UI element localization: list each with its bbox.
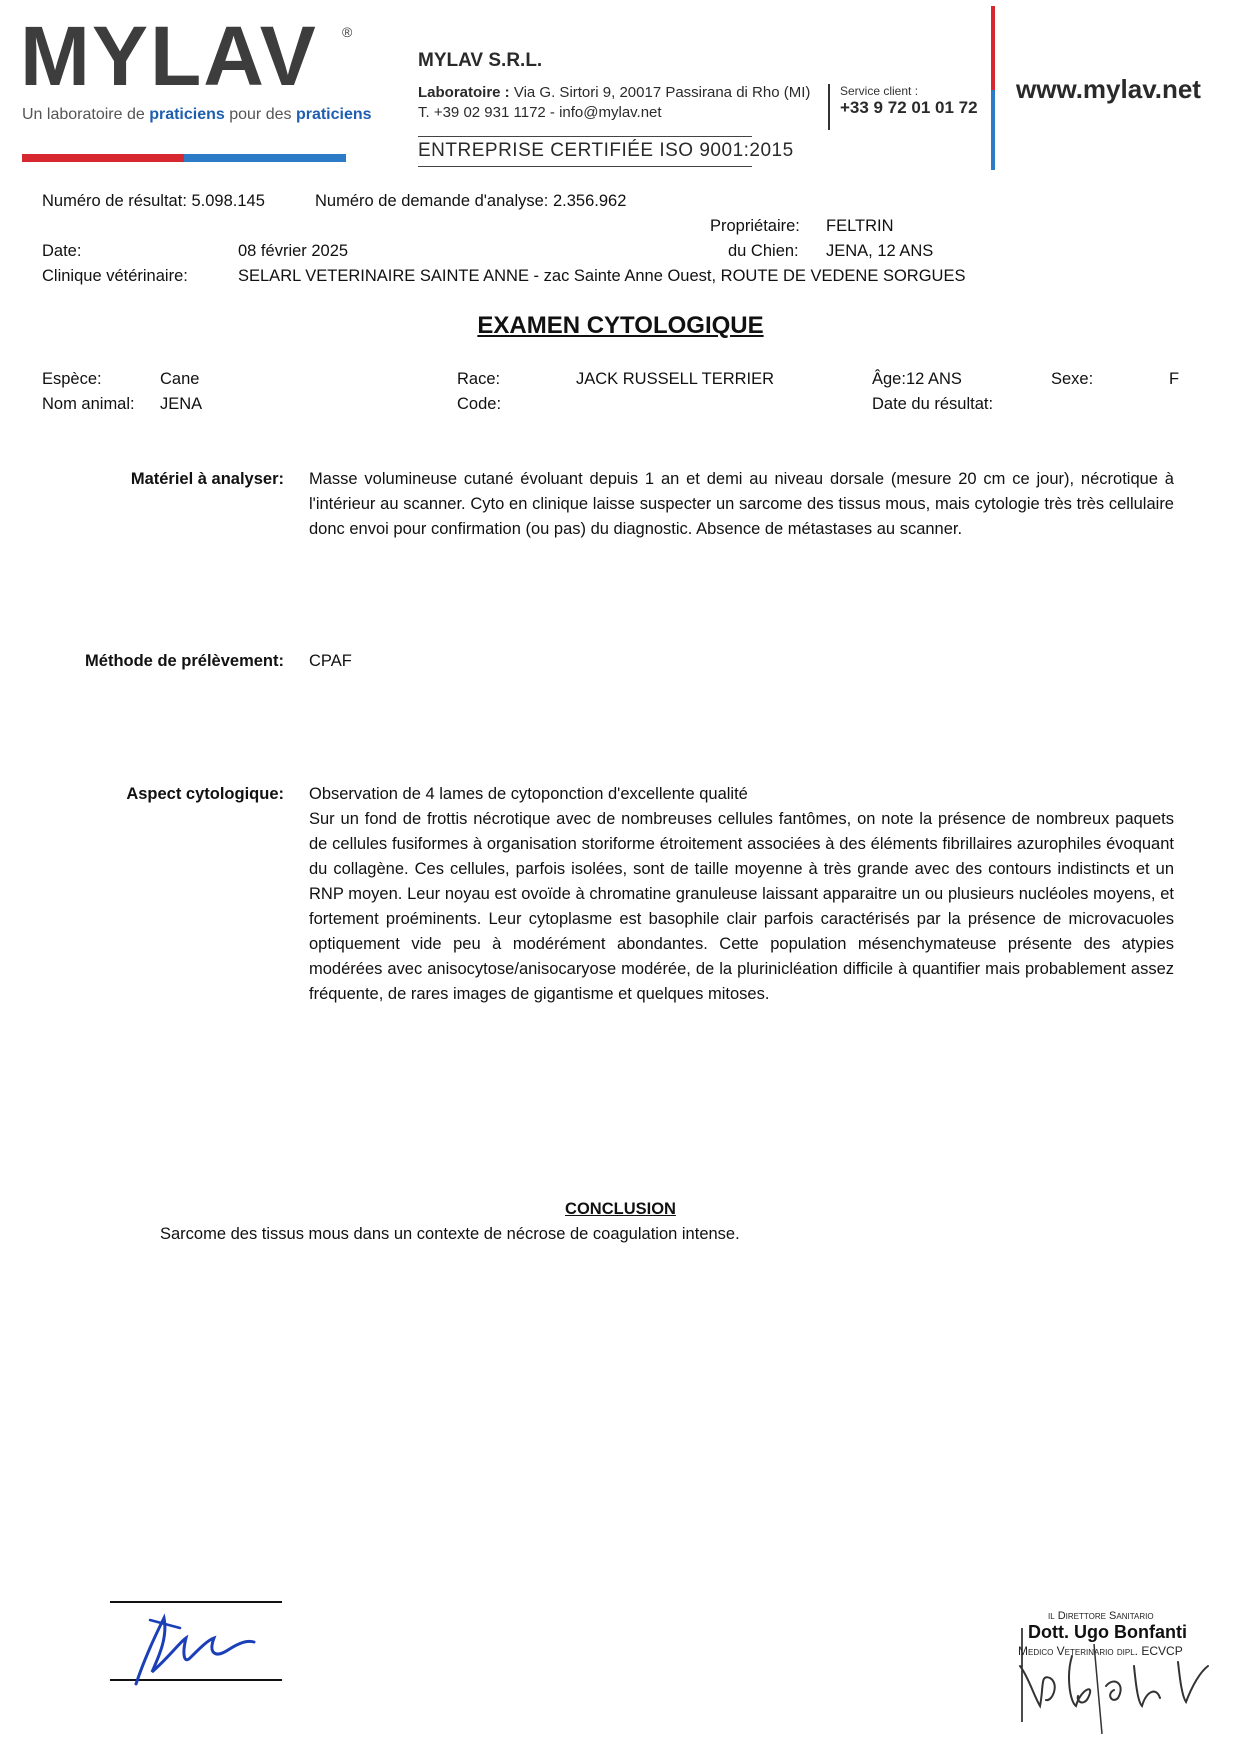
cert-rule-top	[418, 136, 752, 137]
breed-label: Race:	[457, 370, 501, 388]
species-value: Cane	[160, 370, 200, 388]
result-date-label: Date du résultat:	[872, 395, 994, 413]
request-number: Numéro de demande d'analyse: 2.356.962	[315, 192, 627, 210]
logo-tagline: Un laboratoire de praticiens pour des praticiens	[22, 106, 372, 123]
owner-value: FELTRIN	[826, 217, 894, 235]
director-label: il Direttore Sanitario	[1048, 1610, 1154, 1622]
director-name: Dott. Ugo Bonfanti	[1028, 1622, 1187, 1642]
cert-rule-bottom	[418, 166, 752, 167]
animal-name-label: Nom animal:	[42, 395, 135, 413]
conclusion-text: Sarcome des tissus mous dans un contexte de nécrose de coagulation intense.	[160, 1225, 740, 1243]
aspect-label: Aspect cytologique:	[126, 785, 284, 803]
clinic-value: SELARL VETERINAIRE SAINTE ANNE - zac Sainte Anne Ouest, ROUTE DE VEDENE SORGUES	[238, 267, 966, 285]
lab-contact: T. +39 02 931 1172 - info@mylav.net	[418, 104, 662, 121]
method-label: Méthode de prélèvement:	[85, 652, 284, 670]
certification: ENTREPRISE CERTIFIÉE ISO 9001:2015	[418, 140, 794, 161]
animal-name-value: JENA	[160, 395, 203, 413]
aspect-block	[309, 782, 1174, 1007]
dog-label: du Chien:	[728, 242, 799, 260]
material-text: Masse volumineuse cutané évoluant depuis 1 an et demi au niveau dorsale (mesure 20 cm ce jour), nécrotique à l'intérieur au scanner. Cyto en clinique laisse suspecter un sarcome des tissus mous, mais cytologie très très cellulaire donc envoi pour confirmation (ou pas) du diagnostic. Absence de métastases au scanner.	[309, 470, 1174, 538]
aspect-text: Sur un fond de frottis nécrotique avec de nombreuses cellules fantômes, on note la présence de nombreux paquets de cellules fusiformes à organisation storiforme étroitement associées à des éléments fibrillaires azurophiles évoquant du collagène. Ces cellules, parfois isolées, sont de taille moyenne à très grande avec des contours indistincts et un RNP moyen. Leur noyau est ovoïde à chromatine granuleuse laissant apparaitre un ou plusieurs nucléoles moyens, et fortement proéminents. Leur cytoplasme est basophile clair parfois caractérisés par la présence de microvacuoles optiquement vide peu à modérément abondantes. Cette population mésenchymateuse présente des atypies modérées avec anisocytose/anisocaryose modérée, de la plurinicléation difficile à quantifier mais probablement assez fréquente, de rares images de gigantisme et quelques mitoses.	[309, 810, 1174, 1003]
clinic-label: Clinique vétérinaire:	[42, 267, 188, 285]
director-title: Medico Veterinario dipl. ECVCP	[1018, 1644, 1183, 1658]
lab-address: Laboratoire : Via G. Sirtori 9, 20017 Passirana di Rho (MI)	[418, 84, 811, 101]
breed-value: JACK RUSSELL TERRIER	[576, 370, 775, 388]
dog-value: JENA, 12 ANS	[826, 242, 934, 260]
date-value: 08 février 2025	[238, 242, 349, 260]
header-divider	[828, 84, 830, 130]
result-number: Numéro de résultat: 5.098.145	[42, 192, 265, 210]
document-title: EXAMEN CYTOLOGIQUE	[477, 312, 764, 339]
conclusion-title: CONCLUSION	[565, 1200, 676, 1218]
sex-value: F	[1169, 370, 1180, 388]
species-label: Espèce:	[42, 370, 102, 388]
material-label: Matériel à analyser:	[130, 470, 284, 488]
owner-label: Propriétaire:	[710, 217, 800, 235]
method-text: CPAF	[309, 652, 352, 670]
registered-mark: ®	[342, 24, 353, 40]
date-label: Date:	[42, 242, 82, 260]
website[interactable]: www.mylav.net	[1016, 74, 1201, 104]
sex-label: Sexe:	[1051, 370, 1094, 388]
logo-color-bar	[22, 154, 346, 162]
left-signature	[110, 1598, 282, 1688]
vertical-bar-red	[991, 6, 995, 90]
service-label: Service client :	[840, 84, 919, 98]
mylav-logo: MYLAV	[20, 9, 318, 103]
aspect-line1: Observation de 4 lames de cytoponction d'excellente qualité	[309, 785, 748, 803]
company-name: MYLAV S.R.L.	[418, 50, 543, 71]
code-label: Code:	[457, 395, 502, 413]
age: Âge:12 ANS	[872, 370, 962, 388]
service-phone: +33 9 72 01 01 72	[840, 98, 978, 117]
vertical-bar-blue	[991, 90, 995, 170]
